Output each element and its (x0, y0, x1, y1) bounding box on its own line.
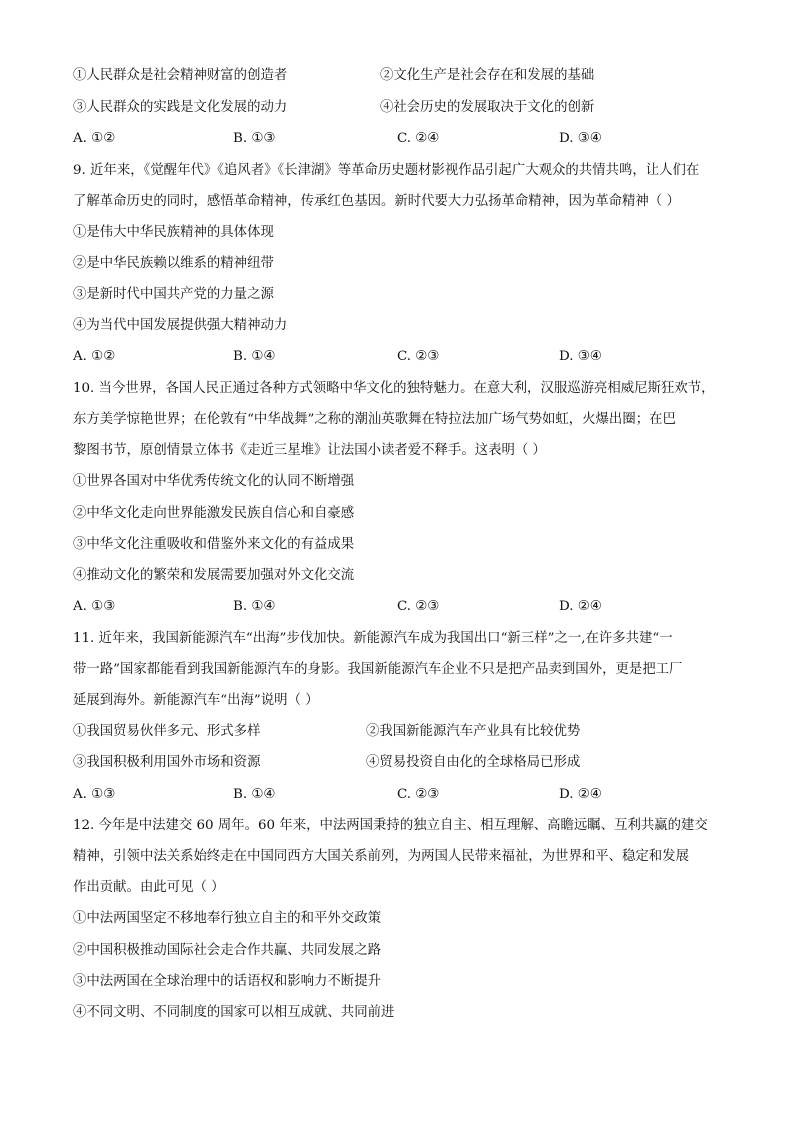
question-12-item-3: ③中法两国在全球治理中的话语权和影响力不断提升 (73, 974, 381, 989)
option-c: C. ②④ (397, 131, 440, 146)
question-9-option-d: D. ③④ (559, 349, 602, 364)
question-10-item-1: ①世界各国对中华优秀传统文化的认同不断增强 (73, 474, 355, 489)
question-9-stem-line-2: 了解革命历史的同时，感悟革命精神，传承红色基因。新时代要大力弘扬革命精神，因为革命精神（ ） (73, 194, 680, 209)
question-9-item-1: ①是伟大中华民族精神的具体体现 (73, 225, 274, 240)
question-10-option-b: B. ①④ (233, 599, 276, 614)
question-10-stem-line-2: 东方美学惊艳世界；在伦敦有“中华战舞”之称的潮汕英歌舞在特拉法加广场气势如虹，火爆出圈；在巴 (73, 412, 676, 427)
question-10-option-a: A. ①③ (73, 599, 116, 614)
question-11-stem-line-3: 延展到海外。新能源汽车“出海”说明（ ） (73, 693, 319, 708)
question-9-item-3: ③是新时代中国共产党的力量之源 (73, 287, 274, 302)
question-11-item-4: ④贸易投资自由化的全球格局已形成 (366, 755, 581, 770)
statement-3: ③人民群众的实践是文化发展的动力 (73, 100, 288, 115)
question-10-stem-line-1: 10. 当今世界，各国人民正通过各种方式领略中华文化的独特魅力。在意大利，汉服巡游亮相威尼斯狂欢节， (73, 381, 715, 396)
statement-4: ④社会历史的发展取决于文化的创新 (380, 100, 595, 115)
question-9-item-4: ④为当代中国发展提供强大精神动力 (73, 318, 288, 333)
question-9-option-c: C. ②③ (397, 349, 440, 364)
question-10-stem-line-3: 黎图书节，原创情景立体书《走近三星堆》让法国小读者爱不释手。这表明（ ） (73, 443, 546, 458)
question-9-option-a: A. ①② (73, 349, 116, 364)
question-10-option-d: D. ②④ (559, 599, 602, 614)
option-d: D. ③④ (559, 131, 602, 146)
question-12-item-4: ④不同文明、不同制度的国家可以相互成就、共同前进 (73, 1005, 395, 1020)
option-b: B. ①③ (233, 131, 276, 146)
question-12-item-1: ①中法两国坚定不移地奉行独立自主的和平外交政策 (73, 911, 381, 926)
question-11-item-3: ③我国积极利用国外市场和资源 (73, 755, 261, 770)
question-10-item-4: ④推动文化的繁荣和发展需要加强对外文化交流 (73, 568, 355, 583)
question-11-item-1: ①我国贸易伙伴多元、形式多样 (73, 724, 261, 739)
question-11-option-c: C. ②③ (397, 787, 440, 802)
question-11-option-b: B. ①④ (233, 787, 276, 802)
question-12-stem-line-1: 12. 今年是中法建交 60 周年。60 年来，中法两国秉持的独立自主、相互理解、高瞻远瞩、互利共赢的建交 (73, 818, 708, 833)
statement-2: ②文化生产是社会存在和发展的基础 (380, 68, 595, 83)
question-9-item-2: ②是中华民族赖以维系的精神纽带 (73, 256, 274, 271)
statement-1: ①人民群众是社会精神财富的创造者 (73, 68, 288, 83)
question-11-item-2: ②我国新能源汽车产业具有比较优势 (366, 724, 581, 739)
question-11-stem-line-2: 带一路”国家都能看到我国新能源汽车的身影。我国新能源汽车企业不只是把产品卖到国外，更是把工厂 (73, 662, 683, 677)
question-12-stem-line-2: 精神，引领中法关系始终走在中国同西方大国关系前列，为两国人民带来福祉，为世界和平、稳定和发展 (73, 849, 689, 864)
question-11-option-d: D. ②④ (559, 787, 602, 802)
option-a: A. ①② (73, 131, 116, 146)
question-11-option-a: A. ①③ (73, 787, 116, 802)
question-11-stem-line-1: 11. 近年来，我国新能源汽车“出海”步伐加快。新能源汽车成为我国出口“新三样”之一,在许多共建“一 (73, 631, 673, 646)
question-9-stem-line-1: 9. 近年来，《觉醒年代》《追风者》《长津湖》等革命历史题材影视作品引起广大观众的共情共鸣，让人们在 (73, 163, 700, 178)
question-10-item-3: ③中华文化注重吸收和借鉴外来文化的有益成果 (73, 537, 355, 552)
question-12-item-2: ②中国积极推动国际社会走合作共赢、共同发展之路 (73, 943, 381, 958)
question-10-option-c: C. ②③ (397, 599, 440, 614)
question-12-stem-line-3: 作出贡献。由此可见（ ） (73, 880, 225, 895)
question-9-option-b: B. ①④ (233, 349, 276, 364)
question-10-item-2: ②中华文化走向世界能激发民族自信心和自豪感 (73, 506, 355, 521)
